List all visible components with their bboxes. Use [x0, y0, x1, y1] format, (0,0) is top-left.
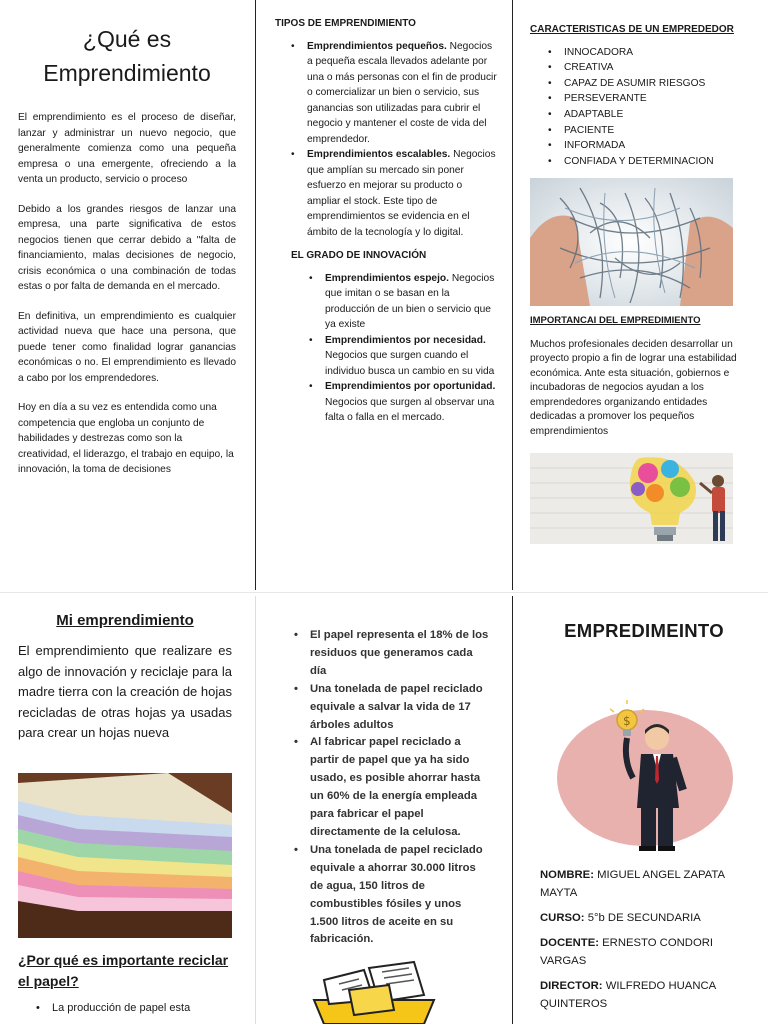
list-item: • Al fabricar papel reciclado a partir de papel que ya ha sido usado, es posible ahorrar hasta un 60% de la energía empleada para fabricar el papel directamente de la celulosa. — [294, 734, 492, 841]
list-item: • INNOCADORA — [548, 45, 756, 61]
recycled-paper-image — [18, 773, 232, 938]
paragraph: Debido a los grandes riesgos de lanzar una empresa, una parte significativa de estos negocios tienen que cerrar debido a "falta de financiamiento, malas decisiones de negocio, crisis económica o una combinación de todas estas o por falta de demanda en el mercado. — [18, 203, 236, 292]
facts-list — [294, 627, 492, 949]
heading-characteristics: CARACTERISTICAS DE UN EMPREDEDOR — [530, 24, 734, 35]
panel-what-is-entrepreneurship — [18, 20, 236, 478]
shredded-paper-image — [530, 178, 733, 306]
panel-types — [275, 16, 497, 426]
paragraph: Muchos profesionales deciden desarrollar un proyecto propio a fin de lograr una estabilidad económica. Ante esta situación, gobiernos e incubadoras de negocios ayudan a los emprendedores organizando entidades dedicadas a promover los pequeños emprendimientos — [530, 338, 737, 437]
list-item: • Una tonelada de papel reciclado equivale a salvar la vida de 17 árboles adultos — [294, 681, 492, 735]
teacher-field: DOCENTE: ERNESTO CONDORI VARGAS — [540, 937, 714, 967]
fold-line-right-bottom — [512, 596, 513, 1024]
businessman-illustration — [545, 700, 745, 852]
director-field: DIRECTOR: WILFREDO HUANCA QUINTEROS — [540, 980, 716, 1010]
panel1-title — [18, 22, 236, 90]
recycle-bin-illustration — [294, 960, 454, 1024]
why-recycle-list — [36, 1002, 232, 1014]
list-item: • PERSEVERANTE — [548, 91, 756, 107]
innovation-list — [309, 271, 497, 426]
list-item: • Emprendimientos espejo. Negocios que imitan o se basan en la producción de un bien o servicio que ya existe — [309, 271, 497, 333]
title-line1: ¿Qué es — [82, 26, 172, 52]
cover-title: EMPREDIMEINTO — [564, 620, 724, 641]
fold-line-left-top — [255, 0, 256, 590]
paragraph: El emprendimiento es el proceso de diseñar, lanzar y administrar un nuevo negocio, que generalmente comienza como una pequeña empresa o una emergente, ofreciendo a la venta un producto, servicio o proceso — [18, 112, 236, 185]
list-item: • Emprendimientos por necesidad. Negocios que surgen cuando el individuo busca un cambio en su vida — [309, 333, 497, 380]
fold-line-right-top — [512, 0, 513, 590]
svg-text:$: $ — [623, 714, 631, 728]
heading-importance: IMPORTANCAI DEL EMPREDIMIENTO — [530, 315, 701, 326]
paragraph: Hoy en día a su vez es entendida como una competencia que engloba un conjunto de habilidades y destrezas como son la creatividad, el liderazgo, el trabajo en equipo, la innovación, la toma de decisiones — [18, 402, 234, 475]
list-item: • ADAPTABLE — [548, 107, 756, 123]
list-item: • Una tonelada de papel reciclado equivale a ahorrar 30.000 litros de agua, 150 litros de combustibles fósiles y unos 1.500 litros de aceite en su fabricación. — [294, 842, 492, 949]
panel-my-project — [18, 612, 232, 744]
panel-cover — [530, 620, 758, 642]
paragraph: El emprendimiento que realizare es algo de innovación y reciclaje para la madre tierra con la creación de hojas recicladas de otras hojas ya usadas para crear un hojas nueva — [18, 643, 232, 740]
name-field: NOMBRE: MIGUEL ANGEL ZAPATA MAYTA — [540, 869, 725, 899]
title-line2: Emprendimiento — [43, 60, 211, 86]
paragraph: En definitiva, un emprendimiento es cualquier actividad nueva que hace una persona, que puede tener como finalidad lograr ganancias económicas o no. El emprendimiento es llevado a cabo por los emprendedores. — [18, 310, 236, 384]
heading-types: TIPOS DE EMPRENDIMIENTO — [275, 18, 416, 29]
characteristics-list — [548, 45, 756, 170]
heading-innovation: EL GRADO DE INNOVACIÓN — [291, 250, 427, 261]
panel-importance — [530, 314, 746, 439]
list-item: • PACIENTE — [548, 123, 756, 139]
types-list — [291, 39, 497, 241]
student-info — [540, 866, 750, 1013]
list-item: • Emprendimientos pequeños. Negocios a pequeña escala llevados adelante por una o más personas con el fin de producir o comercializar un bien o servicio, sus ganancias son utilizadas para cubrir el negocio y mantener el coste de vida del emprendedor. — [291, 39, 497, 148]
list-item: • La producción de papel esta — [36, 1002, 232, 1014]
panel-paper-facts — [294, 627, 492, 949]
my-project-title: Mi emprendimiento — [56, 612, 194, 629]
panel-characteristics — [530, 22, 756, 169]
list-item: • CAPAZ DE ASUMIR RIESGOS — [548, 76, 756, 92]
page-separator — [0, 592, 768, 593]
list-item: • CREATIVA — [548, 60, 756, 76]
lightbulb-illustration — [530, 453, 733, 544]
panel-why-recycle — [18, 950, 232, 1014]
list-item: • CONFIADA Y DETERMINACION — [548, 154, 756, 170]
list-item: • Emprendimientos escalables. Negocios que amplían su mercado sin poner esfuerzo en mejorar su producto o ampliar el stock. Este tipo de emprendimientos se evidencia en el ámbito de la tecnología y lo digital. — [291, 147, 497, 240]
list-item: • El papel representa el 18% de los residuos que generamos cada día — [294, 627, 492, 681]
list-item: • INFORMADA — [548, 138, 756, 154]
list-item: • Emprendimientos por oportunidad. Negocios que surgen al observar una falta o falla en el mercado. — [309, 379, 497, 426]
course-field: CURSO: 5°b DE SECUNDARIA — [540, 912, 701, 924]
why-recycle-heading: ¿Por qué es importante reciclar el papel? — [18, 952, 229, 989]
fold-line-left-bottom — [255, 596, 256, 1024]
